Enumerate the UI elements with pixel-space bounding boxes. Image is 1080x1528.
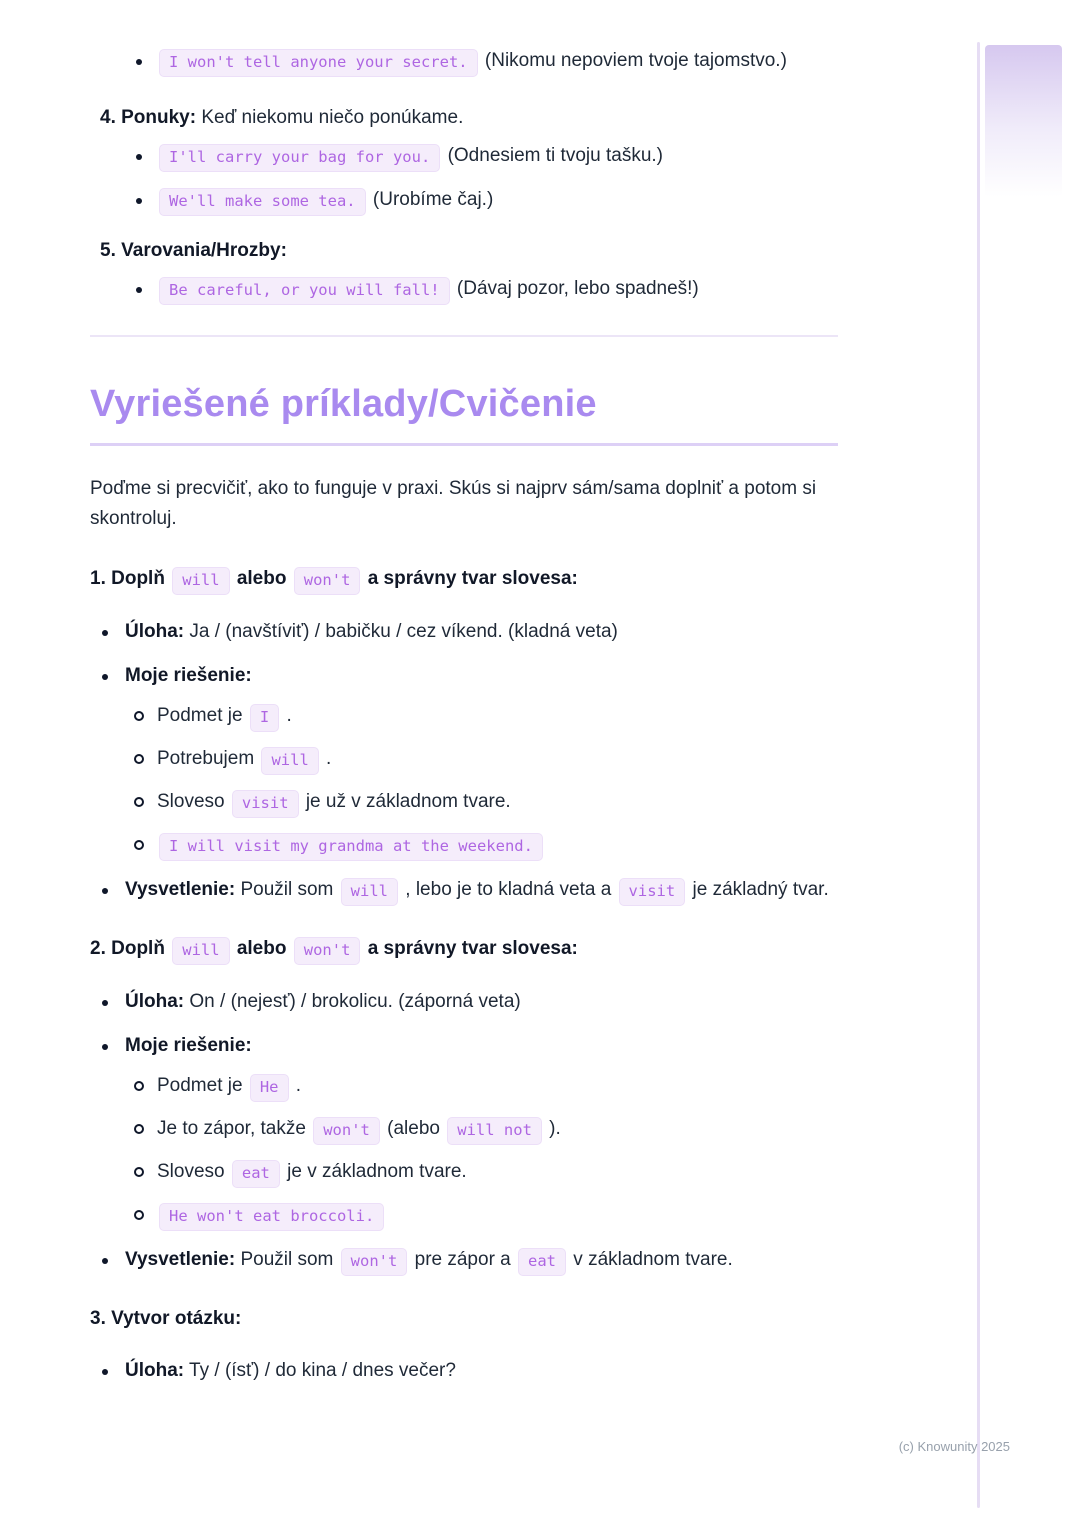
exercise-3-list <box>90 1356 838 1386</box>
text-line <box>125 665 252 686</box>
text-line <box>125 991 521 1012</box>
bold-text: 3. Vytvor otázku: <box>90 1308 242 1329</box>
code-chip: will not <box>447 1117 542 1145</box>
code-chip: He <box>250 1074 289 1102</box>
bold-text: alebo <box>231 938 292 959</box>
text-run: . <box>320 748 332 769</box>
task-item <box>90 617 838 647</box>
text-run: Potrebujem <box>157 748 260 769</box>
text-line <box>125 1035 252 1056</box>
bold-text: 4. Ponuky: <box>100 107 197 128</box>
solution-item <box>90 661 838 861</box>
example-list <box>90 141 838 216</box>
text-run: Podmet je <box>157 705 248 726</box>
text-run: je už v základnom tvare. <box>300 791 511 812</box>
bold-text: 5. Varovania/Hrozby: <box>100 240 287 261</box>
step-item <box>125 701 838 732</box>
code-chip: won't <box>294 567 361 595</box>
list-item <box>90 274 838 305</box>
code-chip: won't <box>294 937 361 965</box>
section-varovania <box>90 236 838 305</box>
text-line <box>125 1249 733 1270</box>
example-list-continued <box>90 46 838 77</box>
intro-paragraph: Poďme si precvičiť, ako to funguje v praxi. Skús si najprv sám/sama doplniť a potom si skontroluj. <box>90 478 817 529</box>
list-item <box>90 141 838 172</box>
bold-text: a správny tvar slovesa: <box>362 938 578 959</box>
text-run: Podmet je <box>157 1075 248 1096</box>
text-run: (alebo <box>381 1118 446 1139</box>
text-run: Ja / (navštíviť) / babičku / cez víkend. (kladná veta) <box>184 621 618 642</box>
bold-text: a správny tvar slovesa: <box>362 568 578 589</box>
text-run: Ty / (ísť) / do kina / dnes večer? <box>184 1360 456 1381</box>
text-run: Použil som <box>235 879 339 900</box>
text-run: v základnom tvare. <box>568 1249 733 1270</box>
code-chip: visit <box>619 878 686 906</box>
exercise-3 <box>90 1304 838 1386</box>
numbered-heading <box>100 103 838 133</box>
scrollbar-track[interactable] <box>977 42 980 1508</box>
text-line <box>90 938 578 959</box>
text-run: On / (nejesť) / brokolicu. (záporná veta) <box>184 991 521 1012</box>
bold-text: Moje riešenie: <box>125 1035 252 1056</box>
text-line <box>157 50 787 71</box>
exercise-1-list <box>90 617 838 906</box>
bold-text: Vysvetlenie: <box>125 879 236 900</box>
bold-text: alebo <box>231 568 292 589</box>
solution-steps <box>125 1071 838 1231</box>
text-run: Sloveso <box>157 1161 230 1182</box>
text-line <box>157 278 699 299</box>
text-run: , lebo je to kladná veta a <box>400 879 617 900</box>
text-run: (Dávaj pozor, lebo spadneš!) <box>451 278 699 299</box>
bold-text: Úloha: <box>125 1360 185 1381</box>
solution-item <box>90 1031 838 1231</box>
text-line <box>157 791 511 812</box>
code-chip: Be careful, or you will fall! <box>159 277 450 305</box>
code-chip: We'll make some tea. <box>159 188 366 216</box>
text-run: . <box>290 1075 302 1096</box>
text-line <box>157 834 545 855</box>
text-run: (Urobíme čaj.) <box>367 189 494 210</box>
code-chip: will <box>172 937 229 965</box>
list-item <box>90 46 838 77</box>
code-chip: visit <box>232 790 299 818</box>
text-line <box>125 1360 456 1381</box>
task-item <box>90 987 838 1017</box>
text-line <box>100 107 463 128</box>
step-item <box>125 787 838 818</box>
text-line <box>125 621 618 642</box>
exercise-2-list <box>90 987 838 1276</box>
text-run: (Nikomu nepoviem tvoje tajomstvo.) <box>479 50 787 71</box>
code-chip: I won't tell anyone your secret. <box>159 49 478 77</box>
bold-text: 1. Doplň <box>90 568 171 589</box>
example-list <box>90 274 838 305</box>
explanation-item <box>90 1245 838 1276</box>
section-title: Vyriešené príklady/Cvičenie <box>90 381 838 446</box>
text-line <box>157 748 331 769</box>
code-chip: eat <box>518 1248 566 1276</box>
text-line <box>157 189 493 210</box>
numbered-heading <box>100 236 838 266</box>
list-item <box>90 185 838 216</box>
bold-text: Vysvetlenie: <box>125 1249 236 1270</box>
code-chip: He won't eat broccoli. <box>159 1203 384 1231</box>
code-chip: won't <box>341 1248 408 1276</box>
exercise-2 <box>90 934 838 1276</box>
code-chip: won't <box>313 1117 380 1145</box>
bold-text: Úloha: <box>125 621 185 642</box>
bold-text: 2. Doplň <box>90 938 171 959</box>
text-run: Sloveso <box>157 791 230 812</box>
text-run: (Odnesiem ti tvoju tašku.) <box>442 145 663 166</box>
text-line <box>157 1161 467 1182</box>
bold-text: Úloha: <box>125 991 185 1012</box>
code-chip: I will visit my grandma at the weekend. <box>159 833 543 861</box>
code-chip: I <box>250 704 279 732</box>
text-run: Použil som <box>235 1249 339 1270</box>
text-line <box>90 568 578 589</box>
task-item <box>90 1356 838 1386</box>
bold-text: Moje riešenie: <box>125 665 252 686</box>
code-chip: I'll carry your bag for you. <box>159 144 440 172</box>
code-chip: eat <box>232 1160 280 1188</box>
exercise-1-heading <box>90 564 838 595</box>
step-item <box>125 1157 838 1188</box>
code-chip: will <box>261 747 318 775</box>
exercise-2-heading <box>90 934 838 965</box>
text-line <box>157 1075 301 1096</box>
corner-gradient-decoration <box>985 45 1062 197</box>
document-content <box>90 46 838 1400</box>
text-run: je v základnom tvare. <box>281 1161 467 1182</box>
solution-steps <box>125 701 838 861</box>
explanation-item <box>90 875 838 906</box>
exercise-1 <box>90 564 838 906</box>
section-divider <box>90 335 838 337</box>
copyright-footer: (c) Knowunity 2025 <box>898 1439 1010 1454</box>
text-line <box>157 705 292 726</box>
text-line <box>157 1118 561 1139</box>
text-run: pre zápor a <box>409 1249 517 1270</box>
text-run: Je to zápor, takže <box>157 1118 312 1139</box>
text-run: ). <box>543 1118 561 1139</box>
step-item <box>125 1114 838 1145</box>
text-run: je základný tvar. <box>687 879 829 900</box>
step-item <box>125 1071 838 1102</box>
step-item <box>125 744 838 775</box>
code-chip: will <box>172 567 229 595</box>
section-ponuky <box>90 103 838 216</box>
text-run: Keď niekomu niečo ponúkame. <box>196 107 464 128</box>
text-line <box>90 1308 241 1329</box>
text-line <box>100 240 287 261</box>
text-line <box>125 879 829 900</box>
text-run: . <box>281 705 292 726</box>
step-item <box>125 830 838 861</box>
text-line <box>157 1204 386 1225</box>
step-item <box>125 1200 838 1231</box>
code-chip: will <box>341 878 398 906</box>
exercise-3-heading <box>90 1304 838 1334</box>
text-line <box>157 145 663 166</box>
